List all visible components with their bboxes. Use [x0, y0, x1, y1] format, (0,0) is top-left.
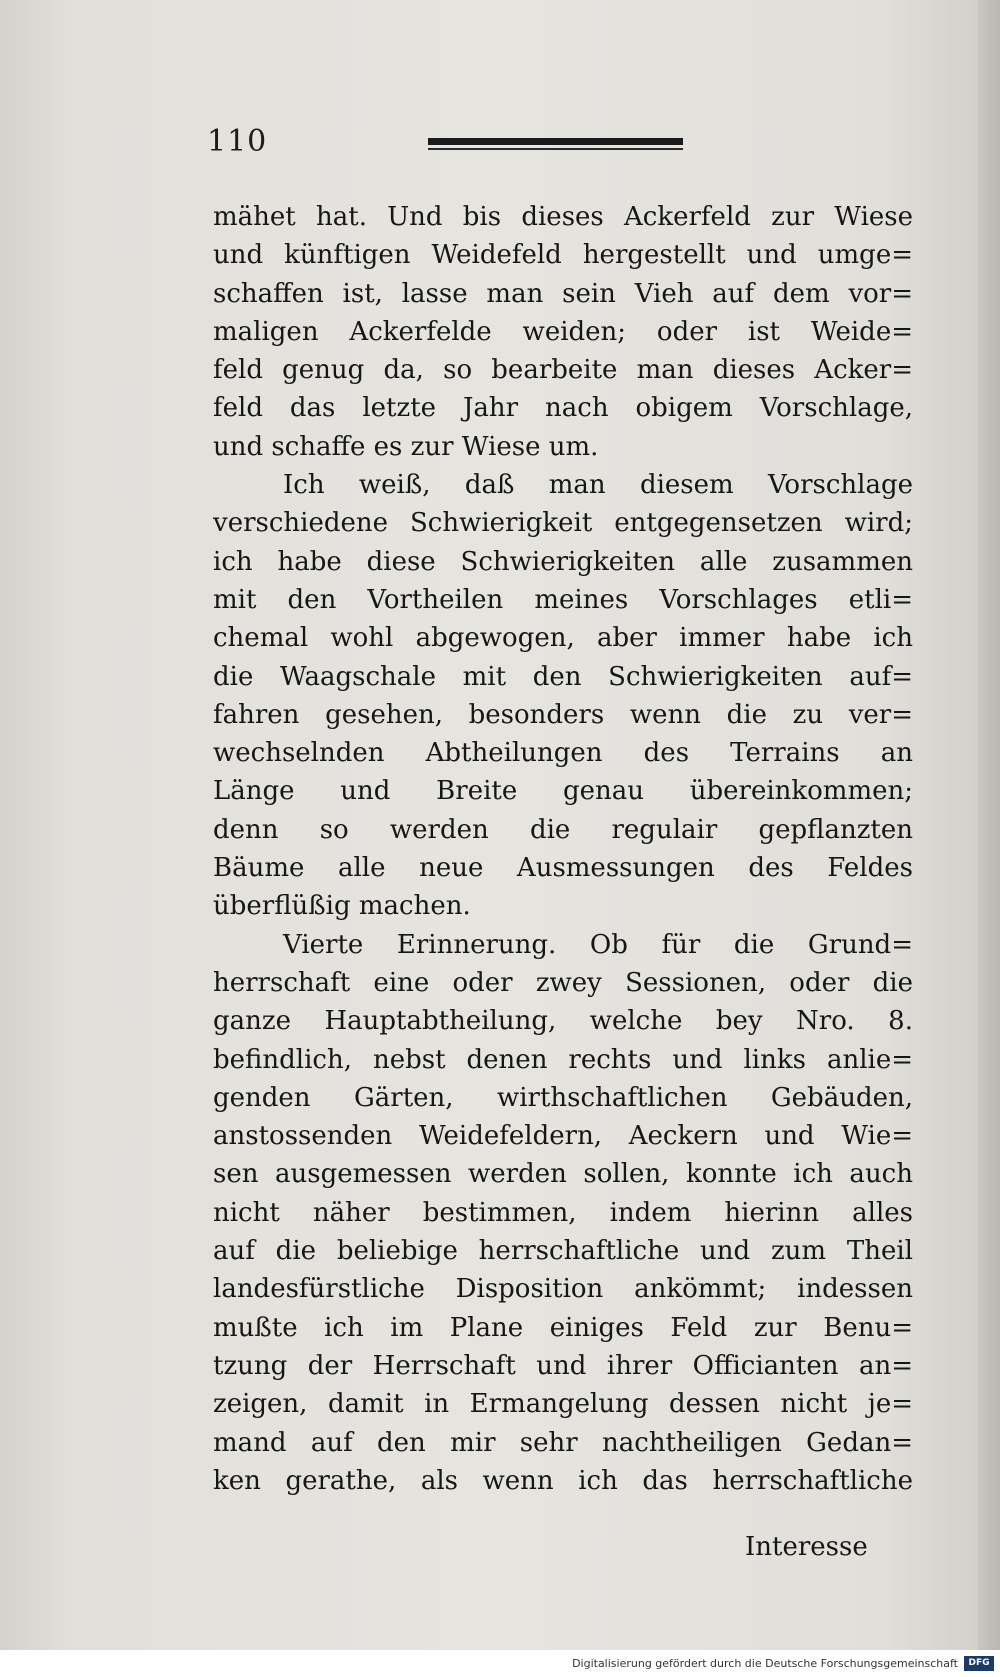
text-line: die Waagschale mit den Schwierigkeiten auf= [213, 661, 913, 692]
text-line: ganze Hauptabtheilung, welche bey Nro. 8. [213, 1006, 913, 1037]
text-line: genden Gärten, wirthschaftlichen Gebäuden, [213, 1082, 913, 1113]
text-line: sen ausgemessen werden sollen, konnte ich auch [213, 1159, 913, 1190]
text-line: Bäume alle neue Ausmessungen des Feldes [213, 853, 913, 884]
text-line: nicht näher bestimmen, indem hierinn alles [213, 1197, 913, 1228]
page-gutter [978, 0, 1000, 1650]
catchword: Interesse [745, 1532, 868, 1562]
header-rule-thin [428, 148, 683, 150]
text-line: fahren gesehen, besonders wenn die zu ver= [213, 699, 913, 730]
text-line: denn so werden die regulair gepflanzten [213, 814, 913, 845]
text-line: Länge und Breite genau übereinkommen; [213, 776, 913, 807]
header-rule-thick [428, 138, 683, 145]
text-line: mit den Vortheilen meines Vorschlages etli= [213, 584, 913, 615]
text-line: ich habe diese Schwierigkeiten alle zusammen [213, 546, 913, 577]
text-line: zeigen, damit in Ermangelung dessen nicht je= [213, 1389, 913, 1420]
footer-bar [0, 1650, 1000, 1677]
dfg-logo: DFG [964, 1656, 994, 1671]
text-line: schaffen ist, lasse man sein Vieh auf dem vor= [213, 278, 913, 309]
footer-credit: Digitalisierung gefördert durch die Deutsche Forschungsgemeinschaft [572, 1657, 958, 1670]
text-line: und künftigen Weidefeld hergestellt und umge= [213, 240, 913, 271]
text-line: verschiedene Schwierigkeit entgegensetzen wird; [213, 508, 913, 539]
header-rule [428, 138, 683, 151]
text-line: feld das letzte Jahr nach obigem Vorschlage, [213, 393, 913, 424]
body-text [213, 198, 913, 1500]
text-line: Ich weiß, daß man diesem Vorschlage [283, 470, 913, 501]
page-number: 110 [207, 124, 268, 159]
text-line: chemal wohl abgewogen, aber immer habe ich [213, 623, 913, 654]
text-line: befindlich, nebst denen rechts und links anlie= [213, 1044, 913, 1075]
text-line: Vierte Erinnerung. Ob für die Grund= [283, 929, 913, 960]
text-line: und schaffe es zur Wiese um. [213, 431, 599, 462]
text-line: mand auf den mir sehr nachtheiligen Gedan= [213, 1427, 913, 1458]
text-line: herrschaft eine oder zwey Sessionen, oder die [213, 967, 913, 998]
text-line: maligen Ackerfelde weiden; oder ist Weide= [213, 316, 913, 347]
text-line: tzung der Herrschaft und ihrer Officianten an= [213, 1350, 913, 1381]
text-line: landesfürstliche Disposition ankömmt; indessen [213, 1274, 913, 1305]
text-line: feld genug da, so bearbeite man dieses Acker= [213, 355, 913, 386]
text-line: mähet hat. Und bis dieses Ackerfeld zur Wiese [213, 202, 913, 232]
text-line: anstossenden Weidefeldern, Aeckern und Wie= [213, 1121, 913, 1152]
text-line: ken gerathe, als wenn ich das herrschaftliche [213, 1465, 913, 1496]
text-line: überflüßig machen. [213, 891, 471, 922]
text-line: mußte ich im Plane einiges Feld zur Benu= [213, 1312, 913, 1343]
text-line: wechselnden Abtheilungen des Terrains an [213, 738, 913, 769]
text-line: auf die beliebige herrschaftliche und zum Theil [213, 1236, 913, 1267]
